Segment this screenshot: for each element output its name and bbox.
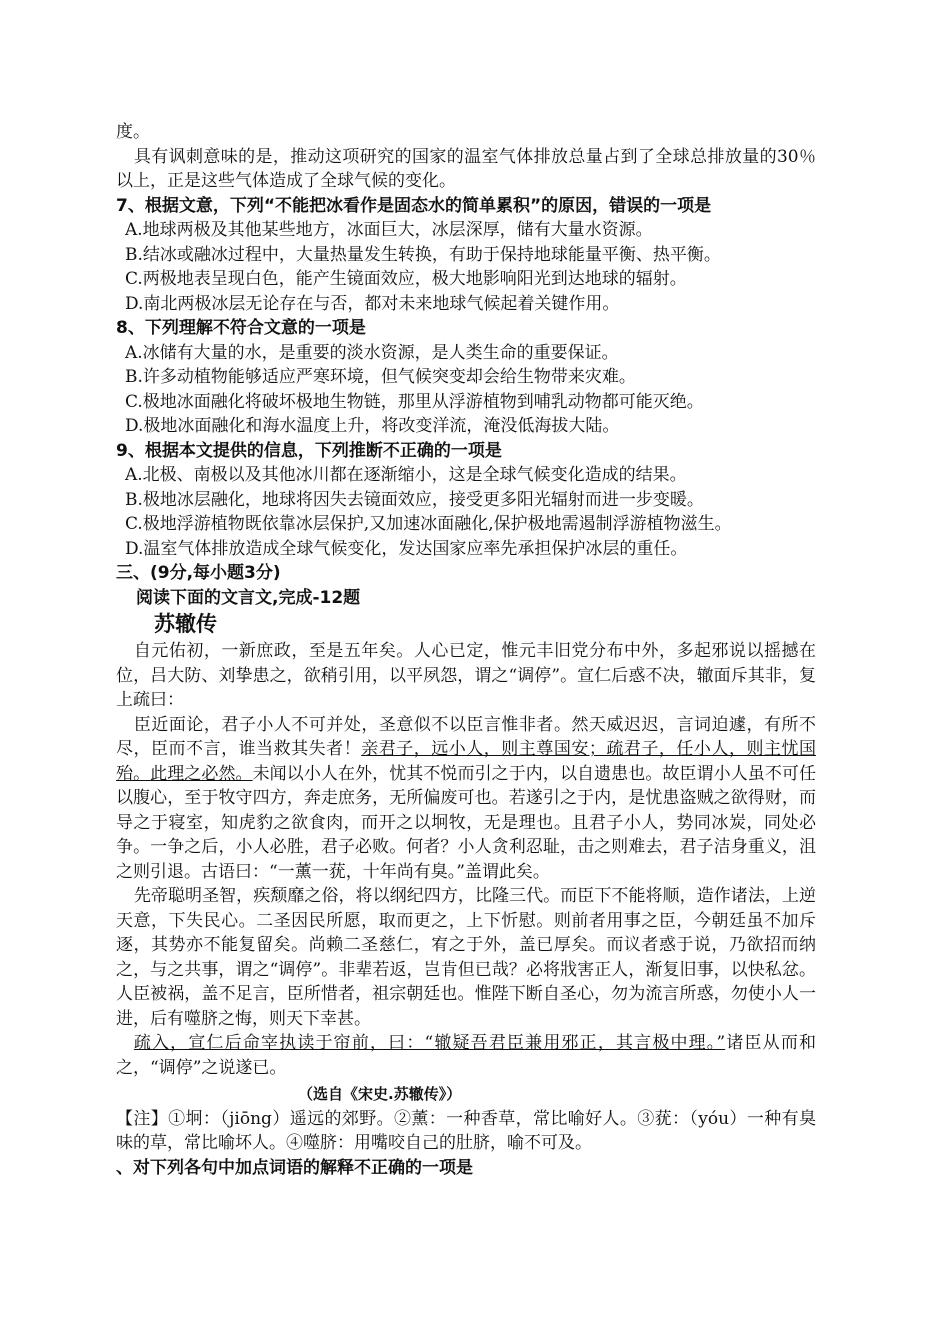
section-instruction: 阅读下面的文言文,完成-12题: [136, 587, 361, 608]
option-c: C.极地浮游植物既依靠冰层保护,又加速冰面融化,保护极地需遏制浮游植物滋生。: [125, 514, 732, 534]
passage-text: 未闻以小人在外，忧其不悦而引之于内，以自遗患也。故臣谓小人虽不可任以腹心，至于牧守四方，奔走庶务，无所偏废可也。若遂引之于内，是忧患盗贼之欲得财，而导之于寝室，知虎豹之欲食肉，而开之以坰牧，无是理也。且君子小人，势同冰炭，同处必争。一争之后，小人必胜，君子必败。何者？小人贪利忍耻，击之则难去，君子洁身重义，沮之则引退。古语曰：“一薰一莸，十年尚有臭。”盖谓此矣。: [116, 763, 817, 882]
annotation-note: 【注】①坰：（jiōng）遥远的郊野。②薰：一种香草，常比喻好人。③莸：（yóu）一种有臭味的草，常比喻坏人。④噬脐：用嘴咬自己的肚脐，喻不可及。: [116, 1108, 816, 1153]
option-c: C.极地冰面融化将破坏极地生物链，那里从浮游植物到哺乳动物都可能灭绝。: [125, 391, 704, 412]
question-stem: 9、根据本文提供的信息，下列推断不正确的一项是: [116, 440, 502, 461]
question-stem: 8、下列理解不符合文意的一项是: [116, 318, 366, 338]
source-citation: （选自《宋史.苏辙传》）: [298, 1085, 462, 1103]
passage-text: 诸臣从而和之，“调停”之说遂已。: [116, 1033, 816, 1078]
question-stem: 、对下列各句中加点词语的解释不正确的一项是: [116, 1157, 473, 1178]
question-stem: 7、根据文意，下列“不能把冰看作是固态水的简单累积”的原因，错误的一项是: [116, 195, 712, 216]
option-b: B.许多动植物能够适应严寒环境，但气候突变却会给生物带来灾难。: [125, 367, 636, 387]
passage-title: 苏辙传: [154, 612, 217, 636]
option-c: C.两极地表呈现白色，能产生镜面效应，极大地影响阳光到达地球的辐射。: [125, 269, 687, 289]
document-page: [116, 120, 816, 1180]
option-b: B.极地冰层融化，地球将因失去镜面效应，接受更多阳光辐射而进一步变暖。: [125, 489, 704, 510]
passage-paragraph: [116, 713, 816, 885]
option-d: D.南北两极冰层无论存在与否，都对未来地球气候起着关键作用。: [125, 293, 620, 314]
paragraph: 具有讽刺意味的是，推动这项研究的国家的温室气体排放总量占到了全球总排放量的30％以上，正是这些气体造成了全球气候的变化。: [116, 146, 816, 191]
text-line: 度。: [116, 122, 150, 142]
passage-paragraph: 先帝聪明圣智，疾颓靡之俗，将以纲纪四方，比隆三代。而臣下不能将顺，造作诸法，上逆天意，下失民心。二圣因民所愿，取而更之，上下忻慰。则前者用事之臣，今朝廷虽不加斥逐，其势亦不能复留矣。尚赖二圣慈仁，宥之于外，盖已厚矣。而议者惑于说，乃欲招而纳之，与之共事，谓之“调停”。非辈若返，岂肯但已哉？必将戕害正人，渐复旧事，以快私忿。人臣被祸，盖不足言，臣所惜者，祖宗朝廷也。惟陛下断自圣心，勿为流言所惑，勿使小人一进，后有噬脐之悔，则天下幸甚。: [116, 886, 816, 1029]
option-a: A.北极、南极以及其他冰川都在逐渐缩小，这是全球气候变化造成的结果。: [125, 465, 687, 485]
section-heading: 三、(9分,每小题3分): [116, 563, 281, 583]
passage-text: 臣近面论，君子小人不可并处，圣意似不以臣言惟非者。然天威迟迟，言词迫遽，有所不尽，臣而不言，谁当救其失者！: [116, 714, 816, 759]
underlined-sentence: 疏入，宣仁后命宰执读于帘前，曰：“辙疑吾君臣兼用邪正，其言极中理。”: [133, 1033, 726, 1053]
option-b: B.结冰或融冰过程中，大量热量发生转换，有助于保持地球能量平衡、热平衡。: [125, 244, 721, 265]
underlined-sentence: 亲君子，远小人，则主尊国安；疏君子，任小人，则主忧国殆。此理之必然。: [116, 739, 817, 784]
option-d: D.温室气体排放造成全球气候变化，发达国家应率先承担保护冰层的重任。: [125, 538, 688, 559]
option-d: D.极地冰面融化和海水温度上升，将改变洋流，淹没低海拔大陆。: [125, 416, 620, 436]
passage-paragraph: 自元佑初，一新庶政，至是五年矣。人心已定，惟元丰旧党分布中外，多起邪说以摇撼在位，吕大防、刘挚患之，欲稍引用，以平夙怨，谓之“调停”。宣仁后惑不决，辙面斥其非，复上疏曰：: [116, 641, 816, 710]
option-a: A.冰储有大量的水，是重要的淡水资源，是人类生命的重要保证。: [125, 342, 619, 363]
passage-paragraph: [116, 1031, 816, 1080]
option-a: A.地球两极及其他某些地方，冰面巨大，冰层深厚，储有大量水资源。: [125, 220, 653, 240]
